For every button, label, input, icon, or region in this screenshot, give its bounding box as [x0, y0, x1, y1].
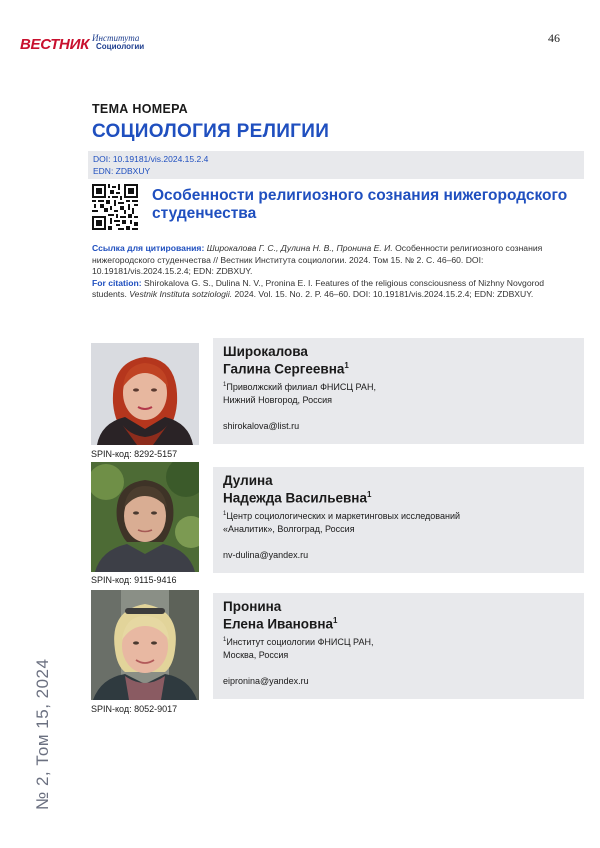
- page-number: 46: [548, 31, 560, 45]
- author-surname: Пронина: [223, 599, 282, 614]
- author-photo: [91, 343, 199, 445]
- theme-label: ТЕМА НОМЕРА: [92, 102, 188, 116]
- affiliation-line-1: Институт социологии ФНИСЦ РАН,: [226, 637, 374, 647]
- affiliation-line-2: Нижний Новгород, Россия: [223, 395, 333, 405]
- author-email[interactable]: eipronina@yandex.ru: [223, 676, 309, 686]
- citation-ru-text: Особенности религиозного сознания нижегородского студенчества // Вестник Института социологии. 2024. Том 15. № 2. С. 46–60. DOI: 10.19181/vis.2024.15.2.4; EDN: ZDBXUY.: [92, 243, 543, 277]
- author-photo: [91, 590, 199, 700]
- edn-code: EDN: ZDBXUY: [93, 166, 151, 176]
- author-email[interactable]: shirokalova@list.ru: [223, 421, 300, 431]
- author-affiliation-marker: 1: [344, 361, 349, 370]
- author-card: [213, 338, 584, 444]
- citation-en-text-1: Shirokalova G. S., Dulina N. V., Pronina E. I. Features of the religious consciousness of Nizhny Novgorod students.: [92, 277, 545, 300]
- affiliation-line-2: «Аналитик», Волгоград, Россия: [223, 524, 355, 534]
- article-title: Особенности религиозного сознания нижегородского студенчества: [152, 187, 568, 222]
- portrait-image: [91, 462, 199, 572]
- author-affiliation: [223, 508, 460, 536]
- affiliation-marker: 1: [223, 382, 227, 388]
- affiliation-line-1: Приволжский филиал ФНИСЦ РАН,: [226, 382, 376, 392]
- citation-en-journal: Vestnik Instituta sotziologii.: [129, 289, 233, 300]
- logo-sub-text-1: Института: [92, 33, 140, 43]
- author-name: [223, 600, 337, 632]
- logo-main-text: ВЕСТНИК: [20, 36, 90, 53]
- citation-ru-authors: Широкалова Г. С., Дулина Н. В., Пронина Е. И.: [206, 243, 393, 253]
- author-spin-code: SPIN-код: 8292-5157: [91, 449, 178, 459]
- author-affiliation-marker: 1: [366, 490, 372, 499]
- author-card: [213, 593, 584, 699]
- citation-block: [92, 243, 564, 301]
- portrait-image: [91, 343, 199, 445]
- affiliation-line-1: Центр социологических и маркетинговых исследований: [226, 511, 461, 521]
- author-name: [223, 345, 349, 377]
- author-spin-code: SPIN-код: 9115-9416: [91, 575, 177, 585]
- affiliation-line-2: Москва, Россия: [223, 650, 289, 660]
- author-given-name: Елена Ивановна: [223, 616, 334, 632]
- qr-code-icon: [92, 184, 138, 230]
- affiliation-marker: 1: [223, 511, 227, 517]
- issue-volume-year: № 2, Том 15, 2024: [33, 658, 52, 810]
- section-title: СОЦИОЛОГИЯ РЕЛИГИИ: [92, 121, 330, 142]
- citation-ru-label: Ссылка для цитирования:: [92, 243, 205, 253]
- author-name: [223, 474, 371, 506]
- affiliation-marker: 1: [223, 637, 227, 643]
- author-spin-code: SPIN-код: 8052-9017: [91, 704, 178, 714]
- author-affiliation-marker: 1: [333, 616, 338, 625]
- author-email[interactable]: nv-dulina@yandex.ru: [223, 550, 309, 560]
- author-given-name: Надежда Васильевна: [223, 490, 367, 506]
- author-surname: Дулина: [223, 473, 273, 488]
- portrait-image: [91, 590, 199, 700]
- doi-link[interactable]: DOI: 10.19181/vis.2024.15.2.4: [93, 154, 209, 164]
- author-given-name: Галина Сергеевна: [223, 361, 345, 377]
- author-card: [213, 467, 584, 573]
- citation-en-label: For citation:: [92, 277, 142, 288]
- author-affiliation: [223, 379, 376, 407]
- author-affiliation: [223, 634, 373, 662]
- author-photo: [91, 462, 199, 572]
- author-surname: Широкалова: [223, 344, 308, 359]
- citation-en-text-2: 2024. Vol. 15. No. 2. P. 46–60. DOI: 10.19181/vis.2024.15.2.4; EDN: ZDBXUY.: [234, 289, 534, 300]
- logo-sub-text-2: Социологии: [96, 42, 145, 51]
